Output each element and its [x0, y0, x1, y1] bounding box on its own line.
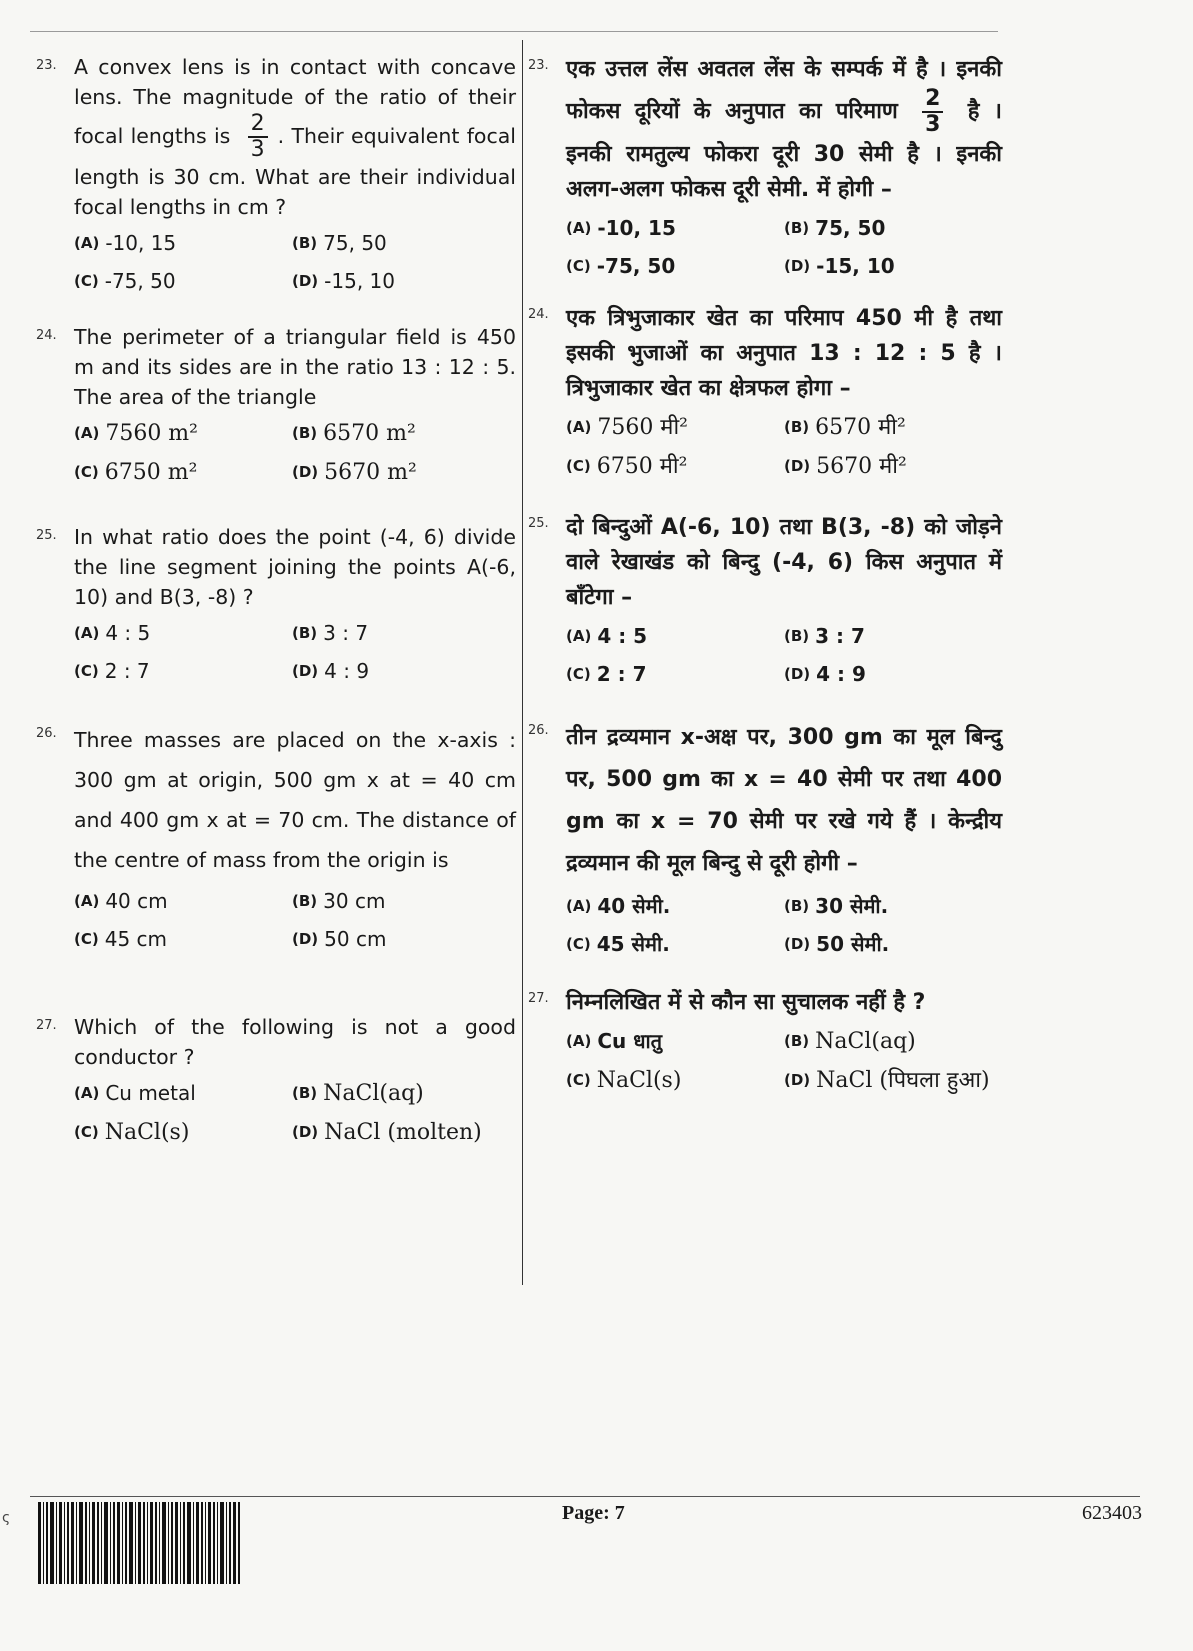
option-d[interactable]: (D) NaCl (पिघला हुआ) [784, 1068, 990, 1093]
option-c[interactable]: (C) -75, 50 [74, 269, 176, 293]
question-25-en [36, 522, 516, 686]
options [74, 418, 516, 488]
english-column [36, 52, 516, 1148]
options [74, 886, 516, 954]
fraction: $\frac{2}{3}$ [922, 87, 943, 137]
question-stem: तीन द्रव्यमान x-अक्ष पर, 300 gm का मूल बिन्दु पर, 500 gm का x = 40 सेमी पर तथा 400 gm का x = 70 सेमी पर रखे गये हैं । केन्द्रीय द्रव्यमान की मूल बिन्दु से दूरी होगी – [566, 725, 1002, 876]
question-23-en [36, 52, 516, 296]
options [74, 618, 516, 686]
option-b[interactable]: (B) 30 cm [292, 889, 386, 913]
options [566, 1026, 1002, 1096]
option-d[interactable]: (D) 4 : 9 [784, 662, 866, 686]
question-26-en [36, 720, 516, 954]
question-27-hi [528, 985, 1002, 1096]
question-24-en [36, 322, 516, 488]
column-divider [522, 40, 523, 1285]
question-stem: दो बिन्दुओं A(-6, 10) तथा B(3, -8) को जोड़ने वाले रेखाखंड को बिन्दु (-4, 6) किस अनुपात में बाँटेगा – [566, 515, 1002, 610]
options [566, 891, 1002, 959]
option-d[interactable]: (D) NaCl (molten) [292, 1120, 482, 1145]
question-number: 24. [528, 307, 549, 322]
option-a[interactable]: (A) -10, 15 [566, 216, 676, 240]
question-number: 23. [36, 58, 57, 73]
question-27-en [36, 1012, 516, 1148]
option-b[interactable]: (B) 6570 m² [292, 421, 416, 446]
option-b[interactable]: (B) 6570 मी² [784, 415, 906, 440]
question-24-hi [528, 301, 1002, 482]
hindi-column [528, 52, 1002, 1096]
question-number: 27. [36, 1018, 57, 1033]
options [566, 621, 1002, 689]
option-c[interactable]: (C) 6750 m² [74, 460, 198, 485]
fraction: $\frac{2}{3}$ [248, 112, 268, 162]
option-c[interactable]: (C) NaCl(s) [74, 1120, 190, 1145]
option-b[interactable]: (B) 30 सेमी. [784, 894, 889, 918]
question-number: 25. [36, 528, 57, 543]
question-26-hi [528, 717, 1002, 959]
footer-rule [30, 1496, 1140, 1497]
option-c[interactable]: (C) 2 : 7 [74, 659, 150, 683]
question-number: 25. [528, 516, 549, 531]
question-stem: The perimeter of a triangular field is 450 m and its sides are in the ratio 13 : 12 : 5. The area of the triangle [74, 325, 516, 409]
option-d[interactable]: (D) 4 : 9 [292, 659, 370, 683]
question-number: 24. [36, 328, 57, 343]
option-a[interactable]: (A) Cu धातु [566, 1029, 663, 1053]
question-stem: Which of the following is not a good conductor ? [74, 1015, 516, 1069]
question-25-hi [528, 510, 1002, 689]
option-b[interactable]: (B) 75, 50 [292, 231, 387, 255]
option-a[interactable]: (A) 7560 मी² [566, 415, 688, 440]
option-a[interactable]: (A) -10, 15 [74, 231, 177, 255]
option-d[interactable]: (D) 5670 m² [292, 460, 417, 485]
options [566, 412, 1002, 482]
option-c[interactable]: (C) 6750 मी² [566, 454, 688, 479]
option-b[interactable]: (B) 3 : 7 [292, 621, 369, 645]
option-d[interactable]: (D) 5670 मी² [784, 454, 907, 479]
option-a[interactable]: (A) 40 सेमी. [566, 894, 671, 918]
question-stem: In what ratio does the point (-4, 6) divide the line segment joining the points A(-6, 10) and B(3, -8) ? [74, 525, 516, 609]
paper-code: 623403 [1082, 1502, 1142, 1524]
question-number: 26. [528, 723, 549, 738]
option-a[interactable]: (A) Cu metal [74, 1081, 196, 1105]
question-stem: A convex lens is in contact with concave lens. The magnitude of the ratio of their focal lengths is $\frac{2}{3}$ . Their equivalent focal length is 30 cm. What are their individual focal lengths in cm ? [74, 55, 516, 219]
barcode [38, 1502, 243, 1584]
option-b[interactable]: (B) NaCl(aq) [292, 1081, 424, 1106]
option-d[interactable]: (D) 50 cm [292, 927, 387, 951]
options [566, 213, 1002, 281]
option-c[interactable]: (C) NaCl(s) [566, 1068, 682, 1093]
option-d[interactable]: (D) 50 सेमी. [784, 932, 890, 956]
edge-mark: ς [2, 1510, 11, 1526]
question-23-hi [528, 52, 1002, 281]
option-c[interactable]: (C) 2 : 7 [566, 662, 647, 686]
option-b[interactable]: (B) NaCl(aq) [784, 1029, 916, 1054]
option-a[interactable]: (A) 7560 m² [74, 421, 198, 446]
option-b[interactable]: (B) 3 : 7 [784, 624, 865, 648]
option-b[interactable]: (B) 75, 50 [784, 216, 886, 240]
question-stem: एक उत्तल लेंस अवतल लेंस के सम्पर्क में है । इनकी फोकस दूरियों के अनुपात का परिमाण $\frac{2}{3}$ है । इनकी रामतुल्य फोकरा दूरी 30 सेमी है । इनकी अलग-अलग फोकस दूरी सेमी. में होगी – [566, 57, 1002, 202]
page-number: Page: 7 [562, 1502, 625, 1524]
question-number: 27. [528, 991, 549, 1006]
top-rule [30, 31, 998, 32]
question-stem: एक त्रिभुजाकार खेत का परिमाप 450 मी है तथा इसकी भुजाओं का अनुपात 13 : 12 : 5 है । त्रिभुजाकार खेत का क्षेत्रफल होगा – [566, 306, 1002, 401]
option-c[interactable]: (C) 45 सेमी. [566, 932, 670, 956]
question-number: 23. [528, 58, 549, 73]
question-stem: Three masses are placed on the x-axis : 300 gm at origin, 500 gm x at = 40 cm and 400 gm x at = 70 cm. The distance of the centre of mass from the origin is [74, 728, 516, 872]
option-d[interactable]: (D) -15, 10 [292, 269, 396, 293]
option-a[interactable]: (A) 4 : 5 [566, 624, 648, 648]
options [74, 1078, 516, 1148]
option-d[interactable]: (D) -15, 10 [784, 254, 895, 278]
question-number: 26. [36, 726, 57, 741]
option-c[interactable]: (C) -75, 50 [566, 254, 676, 278]
option-a[interactable]: (A) 4 : 5 [74, 621, 151, 645]
options [74, 228, 516, 296]
question-stem: निम्नलिखित में से कौन सा सुचालक नहीं है ? [566, 990, 926, 1015]
option-a[interactable]: (A) 40 cm [74, 889, 168, 913]
option-c[interactable]: (C) 45 cm [74, 927, 168, 951]
